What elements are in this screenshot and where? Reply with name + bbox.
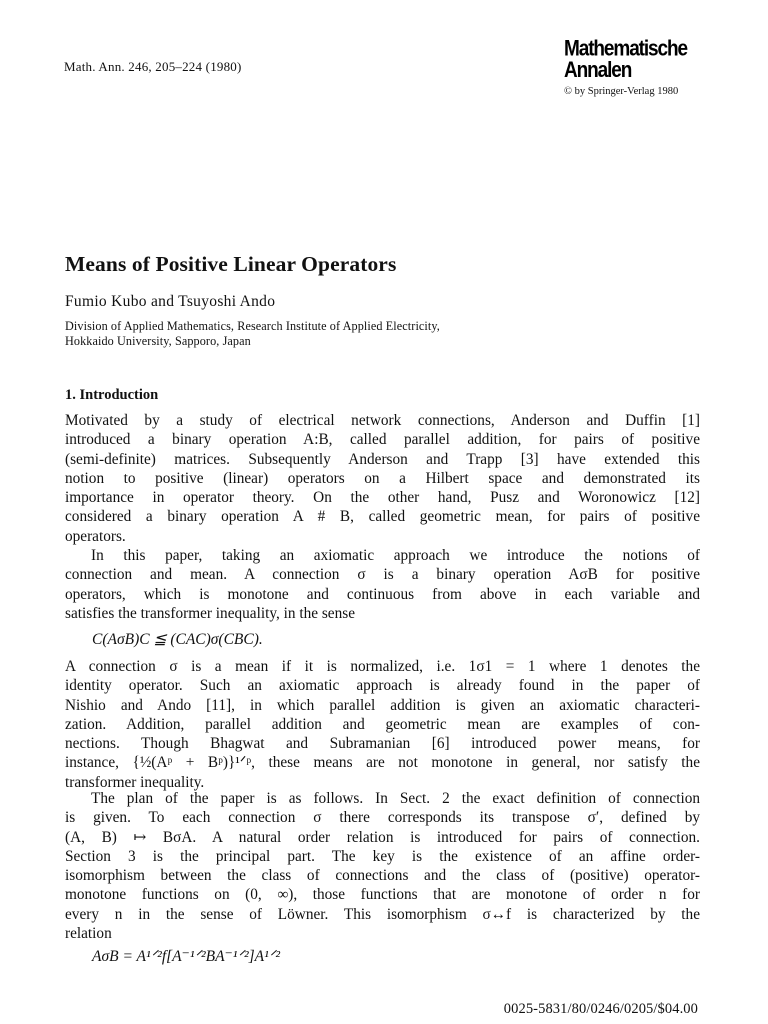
text-line: isomorphism between the class of connections and the class of (positive) operator-	[65, 867, 700, 885]
text-line: The plan of the paper is as follows. In Sect. 2 the exact definition of connection	[91, 790, 700, 807]
text-line: importance in operator theory. On the other hand, Pusz and Woronowicz [12]	[65, 489, 700, 507]
text-line: Nishio and Ando [11], in which parallel addition is given an axiomatic characteri-	[65, 696, 700, 714]
journal-masthead	[564, 38, 698, 97]
formula-transformer-inequality: C(AσB)C ≦ (CAC)σ(CBC).	[92, 631, 263, 648]
article-code: 0025-5831/80/0246/0205/$04.00	[503, 1001, 698, 1017]
text-line: instance, {½(Aᵖ + Bᵖ)}¹ᐟᵖ, these means are not monotone in general, nor satisfy the	[65, 754, 700, 772]
text-line: monotone functions on (0, ∞), those functions that are monotone of order n for	[65, 886, 700, 904]
affiliation-line: Hokkaido University, Sapporo, Japan	[65, 334, 251, 348]
text-line: operators.	[65, 527, 126, 545]
journal-logo	[564, 38, 698, 82]
paragraph-4	[65, 789, 700, 943]
affiliation-line: Division of Applied Mathematics, Research Institute of Applied Electricity,	[65, 319, 440, 333]
text-line: (semi-definite) matrices. Subsequently Anderson and Trapp [3] have extended this	[65, 450, 700, 468]
text-line: connection and mean. A connection σ is a binary operation AσB for positive	[65, 566, 700, 584]
text-line: transformer inequality.	[65, 773, 205, 791]
text-line: notion to positive (linear) operators on a Hilbert space and demonstrated its	[65, 469, 700, 487]
text-line: zation. Addition, parallel addition and geometric mean are examples of con-	[65, 715, 700, 733]
text-line: every n in the sense of Löwner. This isomorphism σ↔f is characterized by the	[65, 905, 700, 923]
text-line: operators, which is monotone and continuous from above in each variable and	[65, 585, 700, 603]
text-line: A connection σ is a mean if it is normalized, i.e. 1σ1 = 1 where 1 denotes the	[65, 658, 700, 675]
paragraph-1	[65, 411, 700, 546]
text-line: Motivated by a study of electrical network connections, Anderson and Duffin [1]	[65, 412, 700, 429]
text-line: nections. Though Bhagwat and Subramanian [6] introduced power means, for	[65, 735, 700, 753]
text-line: In this paper, taking an axiomatic approach we introduce the notions of	[91, 547, 700, 564]
section-heading: 1. Introduction	[65, 387, 159, 403]
formula-isomorphism-relation: AσB = A¹ᐟ²f[A⁻¹ᐟ²BA⁻¹ᐟ²]A¹ᐟ²	[92, 948, 281, 965]
paper-authors: Fumio Kubo and Tsuyoshi Ando	[65, 293, 276, 310]
paragraph-3	[65, 657, 700, 792]
text-line: Section 3 is the principal part. The key is the existence of an affine order-	[65, 847, 700, 865]
paper-title: Means of Positive Linear Operators	[65, 252, 397, 276]
text-line: considered a binary operation A # B, called geometric mean, for pairs of positive	[65, 508, 700, 526]
text-line: satisfies the transformer inequality, in the sense	[65, 604, 355, 622]
journal-logo-line2: Annalen	[564, 58, 632, 83]
text-line: relation	[65, 925, 112, 943]
paragraph-2	[65, 546, 700, 623]
text-line: identity operator. Such an axiomatic approach is already found in the paper of	[65, 677, 700, 695]
copyright-notice: © by Springer-Verlag 1980	[564, 86, 679, 97]
text-line: introduced a binary operation A:B, called parallel addition, for pairs of positive	[65, 431, 700, 449]
journal-logo-line1: Mathematische	[564, 36, 687, 61]
author-affiliation	[65, 319, 440, 349]
journal-citation: Math. Ann. 246, 205–224 (1980)	[64, 59, 242, 74]
text-line: (A, B) ↦ BσA. A natural order relation is introduced for pairs of connection.	[65, 828, 700, 846]
text-line: is given. To each connection σ there corresponds its transpose σ′, defined by	[65, 809, 700, 827]
